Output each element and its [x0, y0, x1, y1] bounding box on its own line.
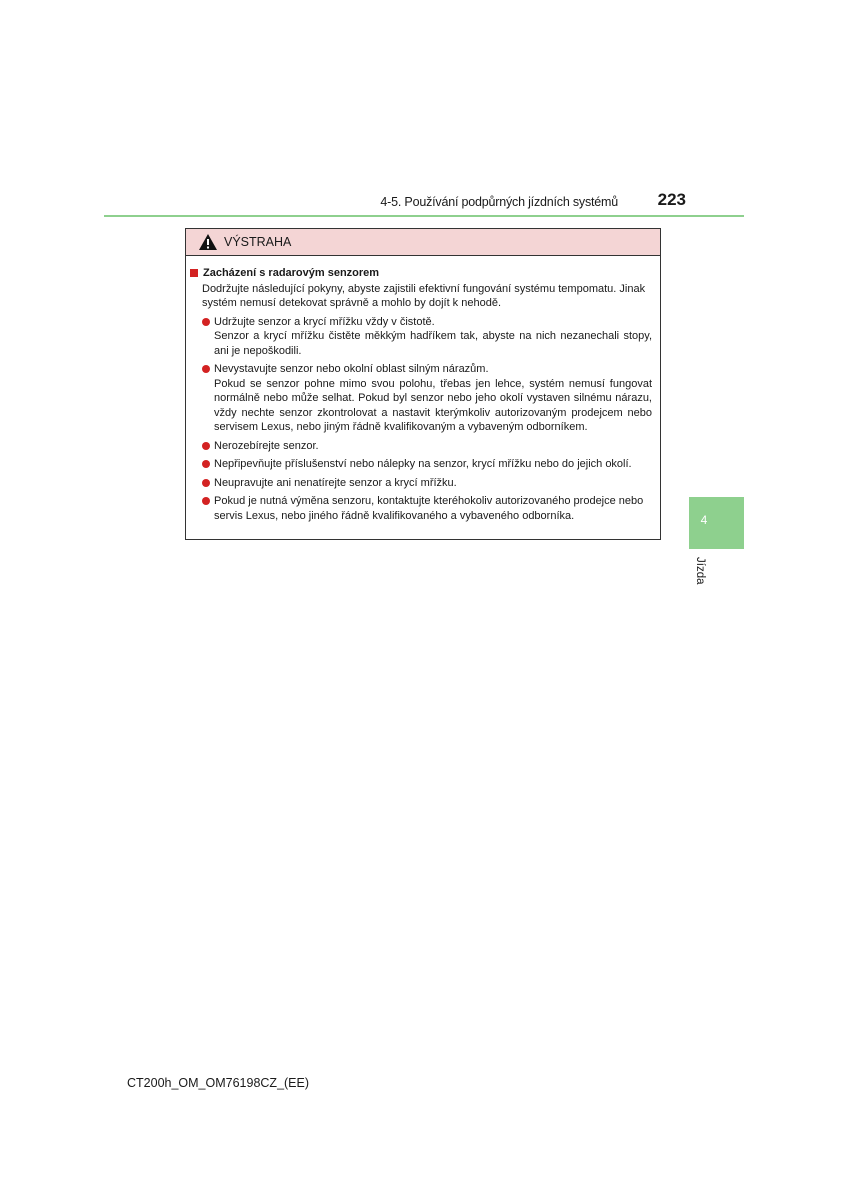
list-item-main: Udržujte senzor a krycí mřížku vždy v čistotě. [214, 315, 435, 328]
bullet-dot-icon [202, 442, 210, 450]
intro-paragraph: Dodržujte následující pokyny, abyste zajistili efektivní fungování systému tempomatu. Jinak systém nemusí detekovat správně a mohlo by dojít k nehodě. [202, 282, 646, 309]
section-heading [190, 266, 652, 281]
list-item-main: Nevystavujte senzor nebo okolní oblast silným nárazům. [214, 363, 489, 375]
square-bullet-icon [190, 269, 198, 277]
list-item [202, 362, 652, 435]
list-item-detail: Senzor a krycí mřížku čistěte měkkým hadříkem tak, abyste na nich nezanechali stopy, ani je nepoškodili. [214, 330, 652, 357]
instruction-list [190, 315, 652, 524]
document-code: CT200h_OM_OM76198CZ_(EE) [127, 1076, 310, 1090]
list-item-main: Neupravujte ani nenatírejte senzor a krycí mřížku. [214, 476, 457, 489]
section-heading-text: Zacházení s radarovým senzorem [203, 267, 380, 279]
list-item-main: Nerozebírejte senzor. [214, 439, 319, 452]
list-item-main: Pokud je nutná výměna senzoru, kontaktujte kteréhokoliv autorizovaného prodejce nebo servis Lexus, nebo jiného řádně kvalifikovaného a vybaveného odborníka. [214, 495, 644, 522]
bullet-dot-icon [202, 479, 210, 487]
section-title: 4-5. Používání podpůrných jízdních systémů [380, 195, 618, 209]
list-item-detail: Pokud se senzor pohne mimo svou polohu, třebas jen lehce, systém nemusí fungovat normálně nebo může selhat. Pokud byl senzor nebo jeho okolí vystaven silnému nárazu, vždy nechte senzor zkontrolovat a nastavit kterýmkoliv autorizovaným prodejcem nebo servisem Lexus, nebo jiným řádně kvalifikovaným a vybaveným odborníkem. [214, 377, 652, 433]
bullet-dot-icon [202, 318, 210, 326]
list-item-main: Nepřipevňujte příslušenství nebo nálepky na senzor, krycí mřížku nebo do jejich okolí. [214, 458, 632, 470]
warning-header [186, 229, 660, 256]
warning-title: VÝSTRAHA [224, 235, 292, 249]
warning-box [185, 228, 661, 540]
list-item [202, 494, 652, 523]
bullet-dot-icon [202, 497, 210, 505]
bullet-dot-icon [202, 460, 210, 468]
chapter-tab [689, 497, 744, 549]
bullet-dot-icon [202, 365, 210, 373]
list-item [202, 439, 652, 454]
list-item [202, 457, 652, 472]
header-divider [104, 215, 744, 217]
warning-triangle-icon [198, 233, 218, 251]
chapter-tab-number: 4 [700, 513, 708, 527]
list-item [202, 476, 652, 491]
warning-body [186, 256, 660, 523]
list-item [202, 315, 652, 359]
page-number: 223 [657, 190, 686, 209]
chapter-tab-label: Jízda [694, 557, 706, 585]
